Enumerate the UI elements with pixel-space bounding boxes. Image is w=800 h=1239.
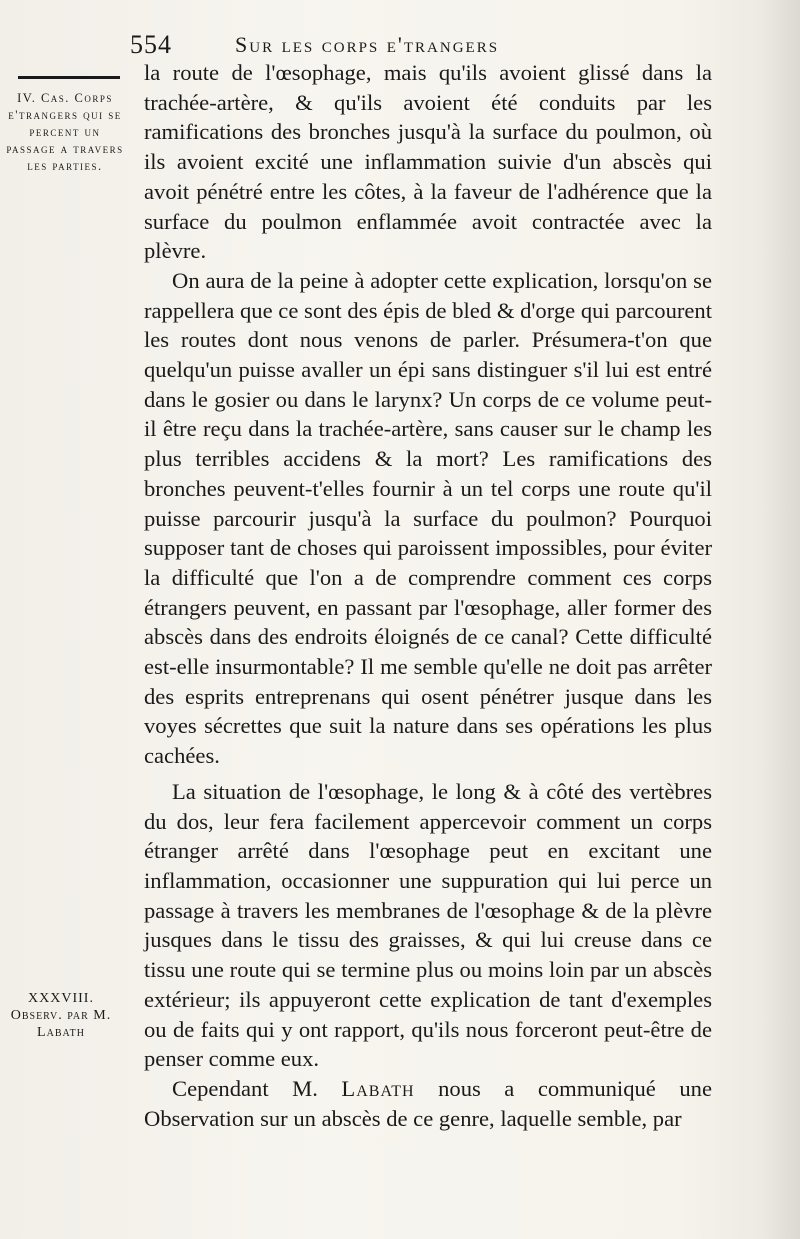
margin-note-case: IV. Cas. Corps e'trangers qui se percent un passage a travers les parties.: [6, 91, 124, 173]
page-edge-shadow: [760, 0, 800, 1239]
margin-rule: [18, 76, 120, 79]
paragraph-4-start: Cependant M.: [172, 1075, 318, 1101]
page-number: 554: [130, 30, 172, 59]
paragraph-3: La situation de l'œsophage, le long & à côté des vertèbres du dos, leur fera facilement appercevoir comment un corps étranger arrêté dans l'œsophage peut en excitant une inflammation, occasionner une suppuration qui lui perce un passage à travers les membranes de l'œsophage & de la plèvre jusques dans le tissu des graisses, & qui lui creuse dans ce tissu une route qui se termine plus ou moins loin par un abscès extérieur; ils appuyeront cette explication de tant d'exemples ou de faits qui y ont rapport, qu'ils nous forceront peut-être de penser comme eux.: [144, 778, 712, 1072]
margin-note-number: XXXVIII.: [28, 991, 94, 1006]
running-title: Sur les corps e'trangers: [235, 32, 500, 57]
paragraph-4: [144, 1074, 712, 1133]
author-name: Labath: [341, 1075, 415, 1101]
paragraph-4-end: nous a communiqué une Observation sur un abscès de ce genre, laquelle semble, par: [144, 1075, 712, 1131]
paragraph-2: On aura de la peine à adopter cette explication, lorsqu'on se rappellera que ce sont des épis de bled & d'orge qui parcourent les routes dont nous venons de parler. Présumera-t'on que quelqu'un puisse avaller un épi sans distinguer s'il lui est entré dans le gosier ou dans le larynx? Un corps de ce volume peut-il être reçu dans la trachée-artère, sans causer sur le champ les plus terribles accidens & la mort? Les ramifications des bronches peuvent-t'elles fournir à un tel corps une route qu'il puisse parcourir jusqu'à la surface du poulmon? Pourquoi supposer tant de choses qui paroissent impossibles, pour éviter la difficulté que l'on a de comprendre comment ces corps étrangers peuvent, en passant par l'œsophage, aller former des abscès dans des endroits éloignés de ce canal? Cette difficulté est-elle insurmontable? Il me semble qu'elle ne doit pas arrêter des esprits entreprenans qui osent pénétrer jusque dans les voyes sécrettes que suit la nature dans ses opérations les plus cachées.: [144, 267, 712, 769]
body-text: [144, 58, 712, 1133]
margin-note-label: Observ. par M. Labath: [10, 1008, 112, 1040]
page-header: [120, 30, 720, 60]
margin-note-observation: [2, 990, 120, 1041]
paragraph-1: la route de l'œsophage, mais qu'ils avoient glissé dans la trachée-artère, & qu'ils avoient été conduits par les ramifications des bronches jusqu'à la surface du poulmon, où ils avoient excité une inflammation suivie d'un abscès qui avoit pénétré entre les côtes, à la faveur de l'adhérence que la surface du poulmon enflammée avoit contractée avec la plèvre.: [144, 60, 712, 264]
